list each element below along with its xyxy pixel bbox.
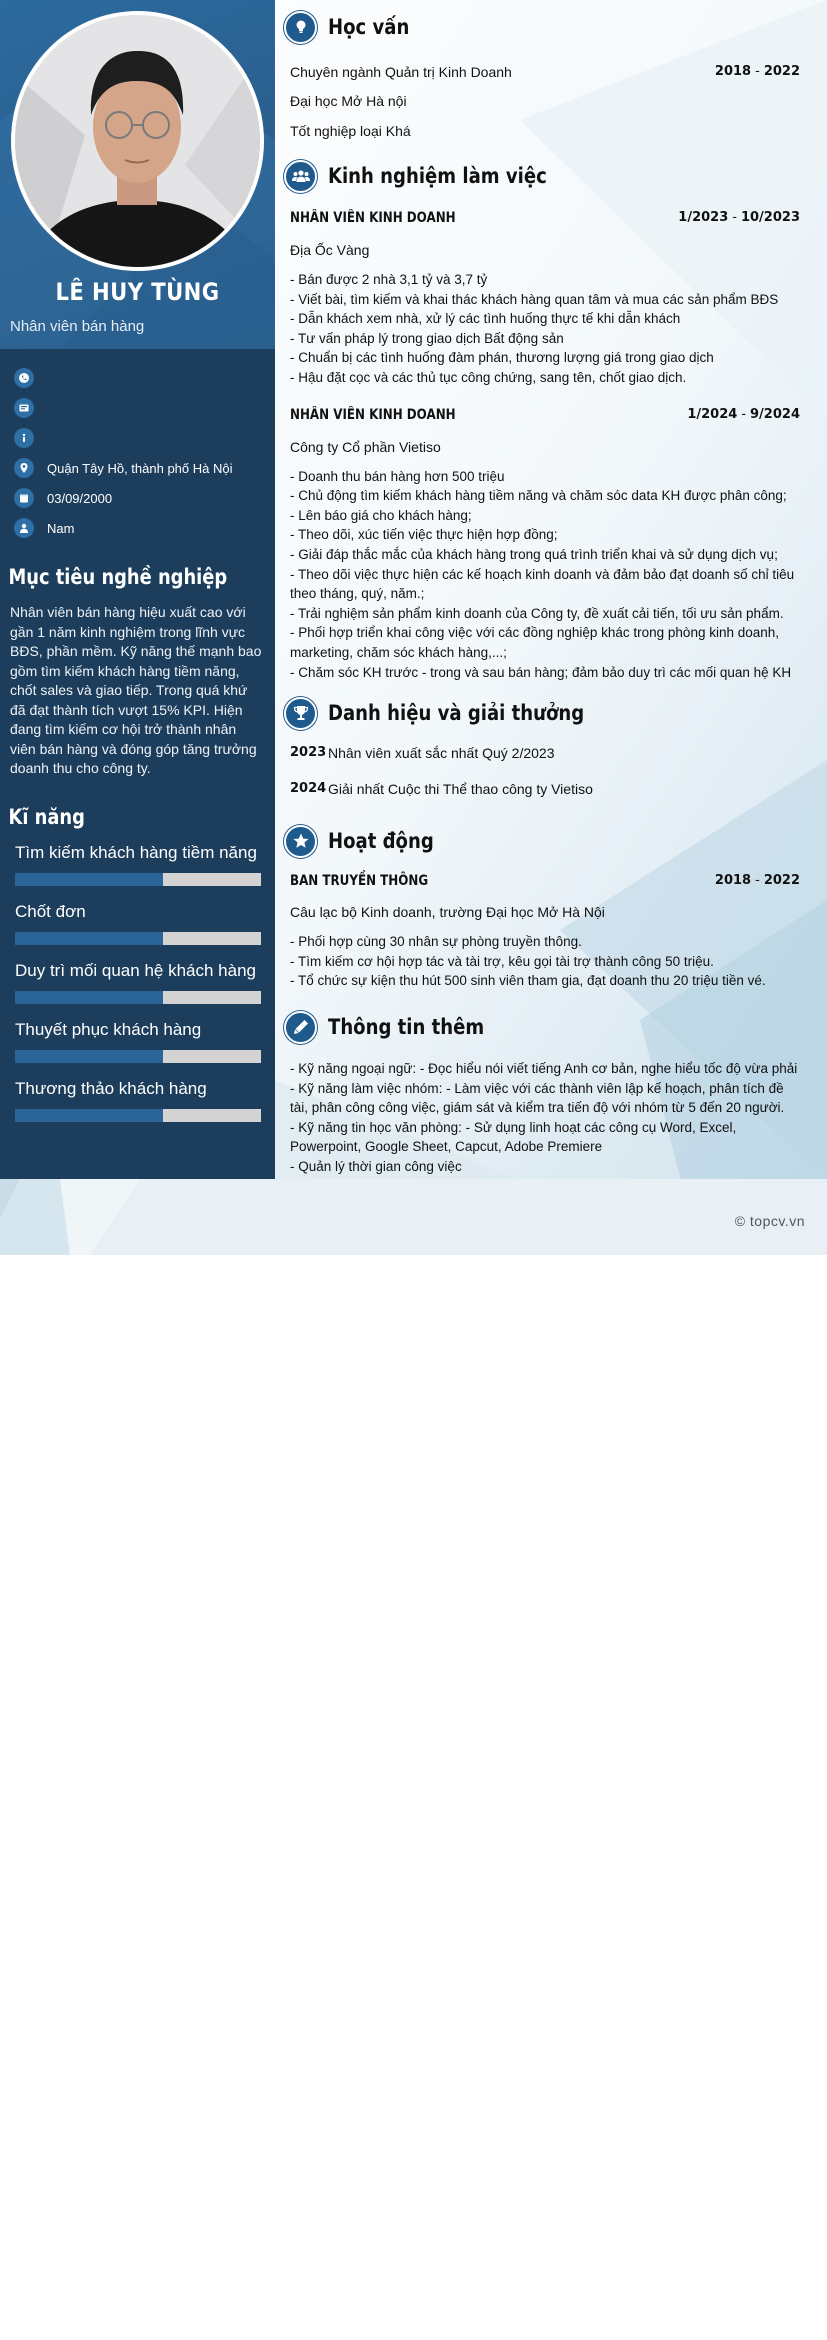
activity-bullet: - Tổ chức sự kiện thu hút 500 sinh viên tham gia, đạt doanh thu 20 triệu tiền vé.: [290, 973, 766, 989]
job-bullet: - Hậu đặt cọc và các thủ tục công chứng, sang tên, chốt giao dịch.: [290, 369, 687, 385]
contact-birthday: [14, 483, 275, 513]
award-text: Giải nhất Cuộc thi Thể thao công ty Vietiso: [328, 781, 593, 797]
more-info-bullet: - Kỹ năng tin học văn phòng: - Sử dụng linh hoạt các công cụ Word, Excel, Powerpoint, Google Sheet, Capcut, Adobe Premiere: [290, 1119, 737, 1155]
skill-bar: [15, 1109, 261, 1122]
activity-bullets: [275, 932, 827, 991]
skill-name: Duy trì mối quan hệ khách hàng: [15, 960, 256, 980]
contact-gender: [14, 513, 275, 543]
job-start: 1/2024: [687, 406, 738, 422]
job-bullet: - Theo dõi, xúc tiến việc thực hiện hợp đồng;: [290, 527, 558, 543]
skill-bar-fill: [15, 991, 163, 1004]
skill-item: [15, 843, 275, 886]
experience-section: [275, 158, 827, 682]
skill-item: [15, 902, 275, 945]
trophy-icon: [284, 697, 317, 730]
skill-name: Thuyết phục khách hàng: [15, 1019, 202, 1039]
avatar: [11, 11, 264, 271]
skill-bar: [15, 932, 261, 945]
job-bullet: - Theo dõi việc thực hiện các kế hoạch kinh doanh và đảm bảo đạt doanh số chỉ tiêu theo tháng, quý, năm.;: [290, 566, 795, 602]
section-header: [275, 158, 827, 194]
more-info-bullets: [275, 1059, 827, 1177]
awards-section: [275, 695, 827, 797]
job-bullet: - Tư vấn pháp lý trong giao dịch Bất động sản: [290, 330, 564, 346]
footer: [0, 1179, 827, 1255]
job-bullet: - Chuẩn bị các tình huống đàm phán, thương lượng giá trong giao dịch: [290, 350, 714, 366]
candidate-job-title: Nhân viên bán hàng: [10, 318, 145, 335]
activity-header: [275, 873, 827, 889]
job-entry: [275, 407, 827, 683]
job-start: 1/2023: [678, 210, 729, 225]
job-bullet: - Bán được 2 nhà 3,1 tỷ và 3,7 tỷ: [290, 272, 488, 287]
skill-item: [15, 961, 275, 1004]
star-icon: [284, 825, 317, 858]
job-bullet: - Phối hợp triển khai công việc với các đồng nghiệp khác trong phòng kinh doanh, marketing, chăm sóc khách hàng,...;: [290, 625, 780, 660]
more-info-bullet: - Kỹ năng làm việc nhóm: - Làm việc với các thành viên lập kế hoạch, phân tích đề tài, phân công công việc, giám sát và kiểm tra tiến độ với nhóm từ 5 đến 20 người.: [290, 1080, 785, 1116]
award-text: Nhân viên xuất sắc nhất Quý 2/2023: [328, 745, 555, 761]
section-header: [275, 823, 827, 859]
lightbulb-icon: [284, 11, 317, 44]
footer-decoration: [0, 1179, 827, 1255]
skill-item: [15, 1079, 275, 1122]
more-info-heading: Thông tin thêm: [328, 1015, 485, 1039]
job-bullet: - Lên báo giá cho khách hàng;: [290, 507, 472, 523]
activity-title: BAN TRUYỀN THÔNG: [290, 873, 429, 889]
award-item: [275, 745, 827, 761]
job-bullets: [275, 270, 827, 388]
skills-list: [0, 829, 275, 1122]
contact-phone: [14, 363, 275, 393]
job-company: Địa Ốc Vàng: [290, 242, 370, 258]
activity-end: 2022: [763, 873, 800, 888]
activity-org: Câu lạc bộ Kinh doanh, trường Đại học Mở Hà Nội: [290, 904, 605, 920]
activities-section: [275, 823, 827, 991]
award-item: [275, 781, 827, 797]
people-group-icon: [284, 160, 317, 193]
contact-address: [14, 453, 275, 483]
skill-name: Chốt đơn: [15, 901, 86, 921]
job-title: NHÂN VIÊN KINH DOANH: [290, 210, 456, 226]
job-bullet: - Chủ động tìm kiếm khách hàng tiềm năng và chăm sóc data KH được phân công;: [290, 488, 787, 504]
education-grade: Tốt nghiệp loại Khá: [290, 123, 411, 139]
more-info-section: [275, 1009, 827, 1177]
main-content: [275, 0, 827, 1179]
sidebar: [0, 0, 275, 1179]
education-section: [275, 9, 827, 139]
person-icon: [14, 518, 34, 538]
candidate-name: LÊ HUY TÙNG: [55, 278, 220, 306]
job-company: Công ty Cổ phần Vietiso: [290, 438, 441, 455]
address-value: Quận Tây Hồ, thành phố Hà Nội: [47, 460, 233, 476]
skill-bar-fill: [15, 1109, 163, 1122]
education-dates: 2018 - 2022: [714, 64, 800, 79]
calendar-icon: [14, 488, 34, 508]
contact-email: [14, 393, 275, 423]
more-info-bullet: - Quản lý thời gian công việc: [290, 1158, 462, 1174]
job-end: 10/2023: [740, 210, 800, 225]
job-header: [275, 407, 827, 423]
activity-start: 2018: [714, 873, 752, 888]
education-major: Chuyên ngành Quản trị Kinh Doanh: [290, 64, 512, 80]
gender-value: Nam: [47, 520, 75, 536]
skill-bar-fill: [15, 1050, 163, 1063]
pencil-icon: [284, 1011, 317, 1044]
job-bullet: - Viết bài, tìm kiếm và khai thác khách hàng quan tâm và mua các sản phẩm BĐS: [290, 291, 779, 307]
info-icon: [14, 428, 34, 448]
contact-list: [0, 349, 275, 543]
skill-bar-fill: [15, 873, 163, 886]
job-bullet: - Trải nghiệm sản phẩm kinh doanh của Công ty, đề xuất cải tiến, tối ưu sản phẩm.: [290, 605, 784, 621]
awards-heading: Danh hiệu và giải thưởng: [328, 701, 585, 725]
job-bullet: - Doanh thu bán hàng hơn 500 triệu: [290, 468, 505, 484]
activity-bullet: - Tìm kiếm cơ hội hợp tác và tài trợ, kêu gọi tài trợ thành công 50 triệu.: [290, 953, 714, 969]
skill-bar: [15, 873, 261, 886]
activity-dates: 2018 - 2022: [714, 873, 800, 888]
job-dates: 1/2023 - 10/2023: [678, 210, 800, 225]
skill-name: Tìm kiếm khách hàng tiềm năng: [15, 842, 257, 862]
email-icon: [14, 398, 34, 418]
education-row: [275, 64, 827, 80]
section-header: [275, 1009, 827, 1045]
objective-heading: Mục tiêu nghề nghiệp: [8, 565, 228, 589]
job-title: NHÂN VIÊN KINH DOANH: [290, 406, 456, 423]
section-header: [275, 9, 827, 45]
skills-heading: Kĩ năng: [8, 804, 85, 829]
section-header: [275, 695, 827, 731]
footer-brand[interactable]: © topcv.vn: [734, 1213, 805, 1229]
activity-bullet: - Phối hợp cùng 30 nhân sự phòng truyền thông.: [290, 934, 582, 949]
job-bullet: - Giải đáp thắc mắc của khách hàng trong quá trình triển khai và sử dụng dịch vụ;: [290, 546, 778, 562]
activities-heading: Hoạt động: [328, 829, 434, 853]
education-end: 2022: [763, 64, 800, 79]
skill-bar: [15, 1050, 261, 1063]
skill-name: Thương thảo khách hàng: [15, 1078, 207, 1098]
award-year: 2024: [290, 781, 327, 796]
job-dates: 1/2024 - 9/2024: [687, 406, 800, 422]
job-entry: [275, 210, 827, 388]
job-bullet: - Chăm sóc KH trước - trong và sau bán hàng; đảm bảo duy trì các mối quan hệ KH: [290, 664, 792, 680]
skill-item: [15, 1020, 275, 1063]
education-heading: Học vấn: [328, 15, 410, 39]
job-bullet: - Dẫn khách xem nhà, xử lý các tình huống thực tế khi dẫn khách: [290, 311, 681, 327]
contact-info: [14, 423, 275, 453]
skill-bar: [15, 991, 261, 1004]
location-pin-icon: [14, 458, 34, 478]
job-bullets: [275, 467, 827, 683]
award-year: 2023: [290, 745, 327, 760]
education-start: 2018: [714, 64, 752, 79]
experience-heading: Kinh nghiệm làm việc: [328, 164, 547, 188]
objective-text: Nhân viên bán hàng hiệu xuất cao với gần 1 năm kinh nghiệm trong lĩnh vực BĐS, phần mềm. Kỹ năng thế mạnh bao gồm tìm kiếm khách hàng tiềm năng, chốt sales và giao tiếp. Trong quá khứ đã đạt thành tích vượt 15% KPI. Hiện đang tìm kiếm cơ hội trở thành nhân viên bán hàng và đóng góp tăng trưởng doanh thu cho công ty.: [10, 604, 262, 776]
birthday-value: 03/09/2000: [47, 490, 113, 506]
more-info-bullet: - Kỹ năng ngoại ngữ: - Đọc hiểu nói viết tiếng Anh cơ bản, nghe hiểu tốc độ vừa phải: [290, 1061, 798, 1076]
job-header: [275, 210, 827, 226]
profile-photo: [15, 15, 260, 267]
phone-icon: [14, 368, 34, 388]
skill-bar-fill: [15, 932, 163, 945]
job-end: 9/2024: [750, 406, 800, 422]
profile-header: [0, 0, 275, 349]
education-school: Đại học Mở Hà nội: [290, 93, 407, 109]
